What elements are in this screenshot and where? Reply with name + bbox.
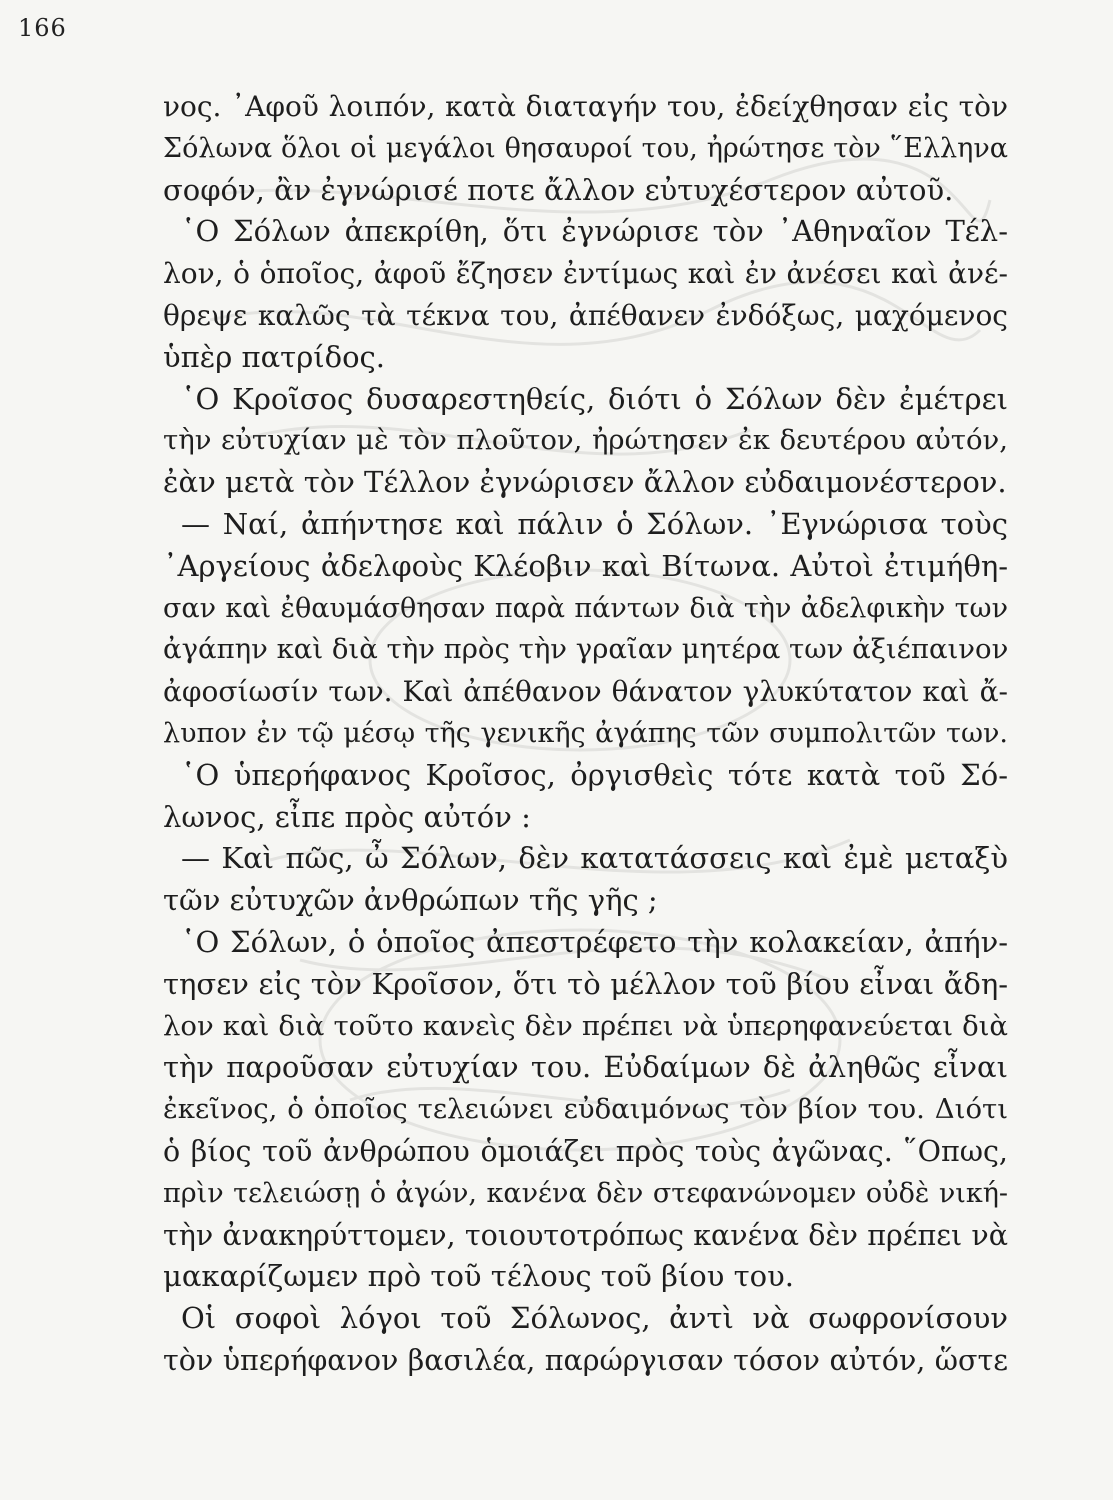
text-line: ἀγάπην καὶ διὰ τὴν πρὸς τὴν γραῖαν μητέρα των ἀξιέπαινον bbox=[163, 633, 1009, 666]
text-line: λυπον ἐν τῷ μέσῳ τῆς γενικῆς ἀγάπης τῶν συμπολιτῶν των. bbox=[163, 717, 1008, 749]
text-line: Οἱ σοφοὶ λόγοι τοῦ Σόλωνος, ἀντὶ νὰ σωφρονίσουν bbox=[181, 1301, 1008, 1336]
text-line: λον καὶ διὰ τοῦτο κανεὶς δὲν πρέπει νὰ ὑπερηφανεύεται διὰ bbox=[163, 1009, 1008, 1042]
text-line: τὴν εὐτυχίαν μὲ τὸν πλοῦτον, ἠρώτησεν ἐκ δευτέρου αὐτόν, bbox=[163, 424, 1008, 457]
text-line: ᾽Αργείους ἀδελφοὺς Κλέοβιν καὶ Βίτωνα. Αὐτοὶ ἐτιμήθη- bbox=[163, 548, 1008, 583]
text-line: τῶν εὐτυχῶν ἀνθρώπων τῆς γῆς ; bbox=[163, 883, 658, 918]
text-line: σοφόν, ἂν ἐγνώρισέ ποτε ἄλλον εὐτυχέστερον αὐτοῦ. bbox=[163, 172, 954, 207]
text-line: σαν καὶ ἐθαυμάσθησαν παρὰ πάντων διὰ τὴν ἀδελφικὴν των bbox=[163, 592, 1008, 624]
text-line: τὴν ἀνακηρύττομεν, τοιουτοτρόπως κανένα δὲν πρέπει νὰ bbox=[163, 1218, 1008, 1252]
text-line: ῾Ο Κροῖσος δυσαρεστηθείς, διότι ὁ Σόλων δὲν ἐμέτρει bbox=[181, 381, 1008, 416]
text-line: λωνος, εἶπε πρὸς αὐτόν : bbox=[163, 799, 531, 834]
text-line: τὴν παροῦσαν εὐτυχίαν του. Εὐδαίμων δὲ ἀληθῶς εἶναι bbox=[163, 1050, 1008, 1085]
text-line: ῾Ο ὑπερήφανος Κροῖσος, ὀργισθεὶς τότε κατὰ τοῦ Σό- bbox=[181, 757, 1008, 792]
text-line: λον, ὁ ὁποῖος, ἀφοῦ ἔζησεν ἐντίμως καὶ ἐν ἀνέσει καὶ ἀνέ- bbox=[163, 257, 1008, 291]
text-line: μακαρίζωμεν πρὸ τοῦ τέλους τοῦ βίου του. bbox=[163, 1259, 794, 1294]
text-line: ἀφοσίωσίν των. Καὶ ἀπέθανον θάνατον γλυκύτατον καὶ ἄ- bbox=[163, 675, 1008, 709]
body-text bbox=[163, 86, 1008, 1382]
text-line: πρὶν τελειώσῃ ὁ ἀγών, κανένα δὲν στεφανώνομεν οὐδὲ νική- bbox=[163, 1177, 1008, 1209]
text-line: ὑπὲρ πατρίδος. bbox=[163, 339, 386, 374]
text-line: — Ναί, ἀπήντησε καὶ πάλιν ὁ Σόλων. ᾽Εγνώρισα τοὺς bbox=[181, 506, 1008, 541]
text-line: — Καὶ πῶς, ὦ Σόλων, δὲν κατατάσσεις καὶ ἐμὲ μεταξὺ bbox=[181, 841, 1008, 876]
text-line: ἐκεῖνος, ὁ ὁποῖος τελειώνει εὐδαιμόνως τὸν βίον του. Διότι bbox=[163, 1093, 1008, 1126]
text-line: τησεν εἰς τὸν Κροῖσον, ὅτι τὸ μέλλον τοῦ βίου εἶναι ἄδη- bbox=[163, 966, 1008, 1001]
text-line: ἐὰν μετὰ τὸν Τέλλον ἐγνώρισεν ἄλλον εὐδαιμονέστερον. bbox=[163, 465, 1007, 500]
text-line: ῾Ο Σόλων, ὁ ὁποῖος ἀπεστρέφετο τὴν κολακείαν, ἀπήν- bbox=[181, 924, 1008, 959]
text-line: ῾Ο Σόλων ἀπεκρίθη, ὅτι ἐγνώρισε τὸν ᾽Αθηναῖον Τέλ- bbox=[181, 214, 1008, 249]
text-line: ὁ βίος τοῦ ἀνθρώπου ὁμοιάζει πρὸς τοὺς ἀγῶνας. ῞Οπως, bbox=[163, 1134, 1008, 1168]
text-line: τὸν ὑπερήφανον βασιλέα, παρώργισαν τόσον αὐτόν, ὥστε bbox=[163, 1343, 1008, 1377]
text-line: θρεψε καλῶς τὰ τέκνα του, ἀπέθανεν ἐνδόξως, μαχόμενος bbox=[163, 298, 1008, 332]
text-line: Σόλωνα ὅλοι οἱ μεγάλοι θησαυροί του, ἠρώτησε τὸν ῞Ελληνα bbox=[163, 132, 1008, 164]
text-line: νος. ᾽Αφοῦ λοιπόν, κατὰ διαταγήν του, ἐδείχθησαν εἰς τὸν bbox=[163, 90, 1008, 123]
page-number: 166 bbox=[18, 14, 67, 42]
